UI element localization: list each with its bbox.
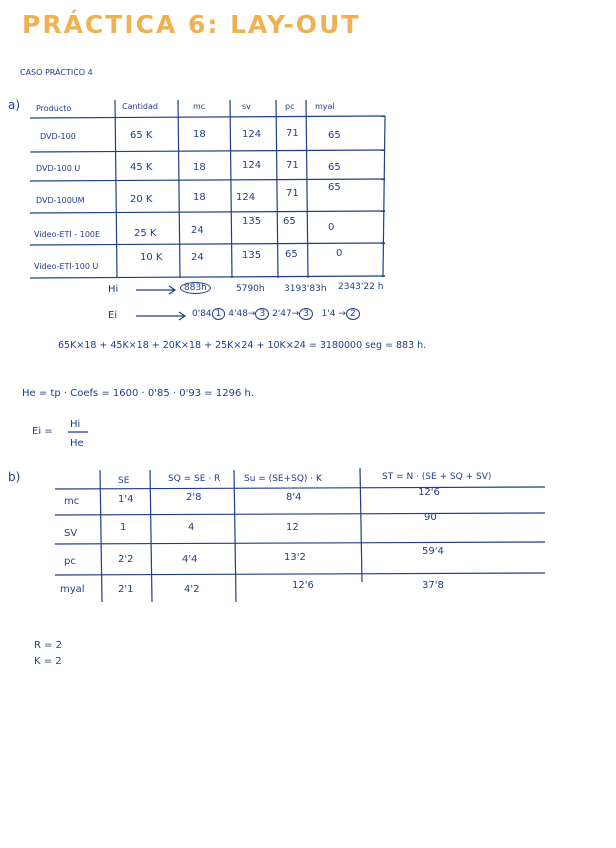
- mc-value: 24: [191, 225, 204, 236]
- su-value: 12: [286, 522, 299, 533]
- he-equation: He = tp · Coefs = 1600 · 0'85 · 0'93 = 1296 h.: [22, 388, 255, 399]
- st-value: 59'4: [422, 546, 444, 557]
- sq-value: 4'4: [182, 554, 198, 565]
- param-k: K = 2: [34, 656, 62, 667]
- sv-value: 124: [242, 160, 262, 171]
- sq-value: 2'8: [186, 492, 202, 503]
- hours-equation: 65K×18 + 45K×18 + 20K×18 + 25K×24 + 10K×24 = 3180000 seg = 883 h.: [58, 340, 427, 351]
- ei-values: 0'84 1 4'48→ 3 2'47→ 3 1'4 → 2: [192, 308, 360, 320]
- se-value: 2'2: [118, 554, 134, 565]
- table-b-header-sq: SQ = SE · R: [168, 474, 221, 484]
- ei-rank: 1: [212, 308, 226, 320]
- case-label: CASO PRÁCTICO 4: [20, 68, 93, 77]
- sq-value: 4: [188, 522, 195, 533]
- ei-value: 0'84: [192, 309, 212, 319]
- row-label: SV: [64, 528, 78, 539]
- se-value: 1'4: [118, 494, 134, 505]
- table-b-header-st: ST = N · (SE + SQ + SV): [382, 472, 492, 482]
- table-a-header-myal: myal: [315, 102, 335, 111]
- row-label: pc: [64, 556, 76, 567]
- ei-formula-denominator: He: [70, 438, 84, 449]
- ei-formula-numerator: Hi: [70, 419, 81, 430]
- table-b-header-se: SE: [118, 476, 130, 486]
- quantity: 65 K: [130, 130, 153, 141]
- su-value: 12'6: [292, 580, 314, 591]
- mc-value: 18: [193, 129, 206, 140]
- pc-value: 65: [283, 216, 296, 227]
- myal-value: 65: [328, 162, 341, 173]
- param-r: R = 2: [34, 640, 63, 651]
- row-label: myal: [60, 584, 85, 595]
- pc-value: 71: [286, 128, 299, 139]
- sv-value: 135: [242, 216, 262, 227]
- section-a-marker: a): [8, 98, 21, 112]
- sv-value: 124: [236, 192, 256, 203]
- pc-value: 65: [285, 249, 298, 260]
- mc-value: 18: [193, 162, 206, 173]
- ei-label: Ei: [108, 310, 118, 321]
- row-label: mc: [64, 496, 80, 507]
- st-value: 90: [424, 512, 437, 523]
- mc-value: 18: [193, 192, 206, 203]
- table-a-header-producto: Producto: [36, 104, 72, 113]
- hi-value-circled: 883h: [180, 282, 211, 294]
- section-b-marker: b): [8, 470, 21, 484]
- ei-value: 1'4: [321, 309, 336, 319]
- product-name: DVD-100 U: [36, 164, 81, 173]
- se-value: 2'1: [118, 584, 134, 595]
- product-name: DVD-100UM: [36, 196, 85, 205]
- quantity: 45 K: [130, 162, 153, 173]
- ei-value: 4'48: [228, 309, 248, 319]
- table-b-header-su: Su = (SE+SQ) · K: [244, 474, 322, 484]
- sq-value: 4'2: [184, 584, 200, 595]
- quantity: 25 K: [134, 228, 157, 239]
- page-title: PRÁCTICA 6: LAY-OUT: [22, 10, 361, 39]
- se-value: 1: [120, 522, 127, 533]
- hi-value-1: [180, 282, 211, 294]
- pc-value: 71: [286, 188, 299, 199]
- table-a-header-cantidad: Cantidad: [122, 102, 158, 111]
- hi-value-2: 5790h: [236, 284, 265, 294]
- hi-value-4: 2343'22 h: [338, 282, 384, 292]
- sv-value: 124: [242, 129, 262, 140]
- table-a-header-sv: sv: [242, 102, 251, 111]
- hi-value-3: 3193'83h: [284, 284, 327, 294]
- quantity: 10 K: [140, 252, 163, 263]
- st-value: 37'8: [422, 580, 444, 591]
- mc-value: 24: [191, 252, 204, 263]
- table-a-header-mc: mc: [193, 102, 206, 111]
- st-value: 12'6: [418, 487, 440, 498]
- hi-label: Hi: [108, 284, 119, 295]
- myal-value: 0: [328, 222, 335, 233]
- ei-rank: 3: [255, 308, 269, 320]
- myal-value: 65: [328, 130, 341, 141]
- table-a-header-pc: pc: [285, 102, 295, 111]
- su-value: 13'2: [284, 552, 306, 563]
- su-value: 8'4: [286, 492, 302, 503]
- ei-rank: 2: [346, 308, 360, 320]
- ei-formula-left: Ei =: [32, 426, 53, 437]
- ei-rank: 3: [299, 308, 313, 320]
- product-name: DVD-100: [40, 132, 76, 141]
- sv-value: 135: [242, 250, 262, 261]
- myal-value: 0: [336, 248, 343, 259]
- pc-value: 71: [286, 160, 299, 171]
- ei-value: 2'47: [272, 309, 292, 319]
- product-name: Video-ETI - 100E: [34, 230, 101, 239]
- quantity: 20 K: [130, 194, 153, 205]
- product-name: Video-ETI-100 U: [34, 262, 99, 271]
- myal-value: 65: [328, 182, 341, 193]
